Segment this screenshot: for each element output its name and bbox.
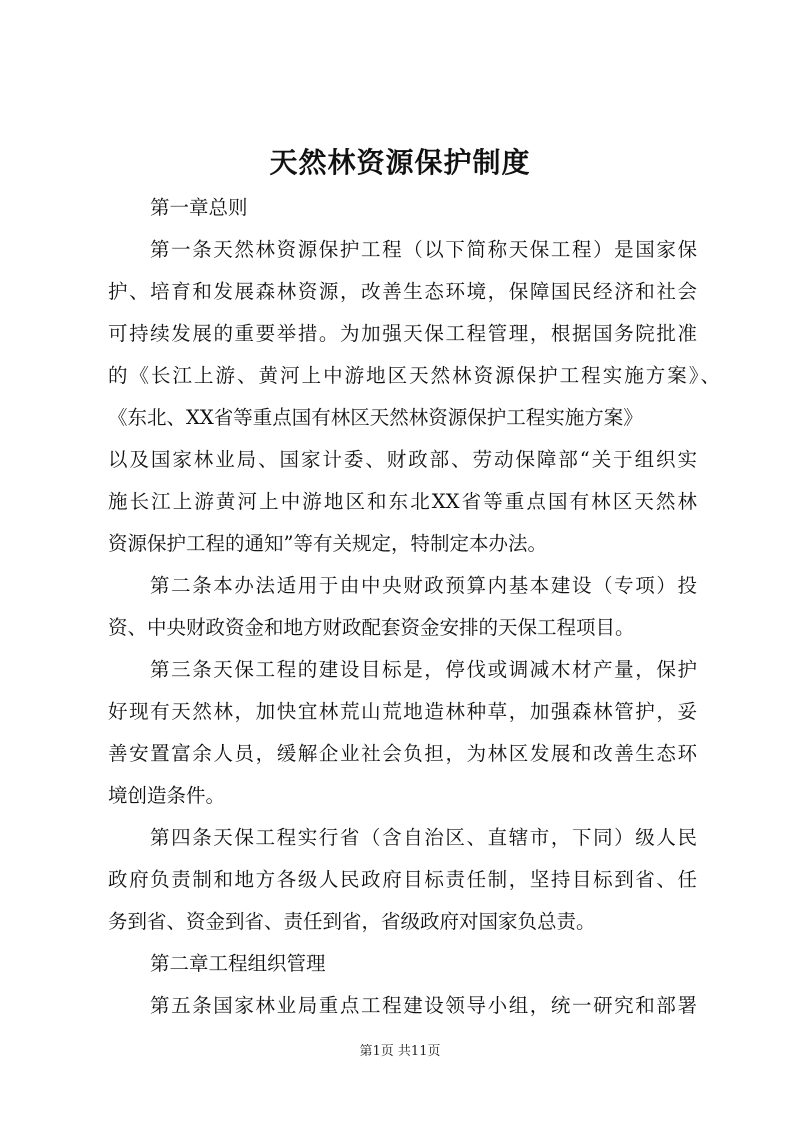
chapter-heading: 第二章工程组织管理 bbox=[150, 952, 326, 975]
paragraph-line: 好现有天然林，加快宜林荒山荒地造林种草，加强森林管护，妥 bbox=[108, 700, 697, 723]
paragraph-line: 资源保护工程的通知”等有关规定，特制定本办法。 bbox=[108, 532, 547, 555]
paragraph-line: 政府负责制和地方各级人民政府目标责任制，坚持目标到省、任 bbox=[108, 868, 697, 891]
chapter-heading: 第一章总则 bbox=[150, 196, 248, 219]
paragraph-line: 善安置富余人员，缓解企业社会负担，为林区发展和改善生态环 bbox=[108, 742, 697, 765]
paragraph-line: 第五条国家林业局重点工程建设领导小组，统一研究和部署 bbox=[150, 994, 697, 1017]
paragraph-line: 以及国家林业局、国家计委、财政部、劳动保障部“关于组织实 bbox=[108, 448, 697, 471]
paragraph-line: 《东北、XX省等重点国有林区天然林资源保护工程实施方案》 bbox=[108, 406, 643, 429]
paragraph-line: 第三条天保工程的建设目标是，停伐或调减木材产量，保护 bbox=[150, 658, 697, 681]
paragraph-line: 务到省、资金到省、责任到省，省级政府对国家负总责。 bbox=[108, 910, 596, 933]
paragraph-line: 的《长江上游、黄河上中游地区天然林资源保护工程实施方案》、 bbox=[108, 364, 720, 387]
paragraph-line: 施长江上游黄河上中游地区和东北XX省等重点国有林区天然林 bbox=[108, 490, 697, 513]
page-number-footer: 第1页 共11页 bbox=[359, 1044, 441, 1059]
paragraph-line: 护、培育和发展森林资源，改善生态环境，保障国民经济和社会 bbox=[108, 280, 697, 303]
paragraph-line: 可持续发展的重要举措。为加强天保工程管理，根据国务院批准 bbox=[108, 322, 697, 345]
paragraph-line: 第二条本办法适用于由中央财政预算内基本建设（专项）投 bbox=[150, 574, 697, 597]
paragraph-line: 资、中央财政资金和地方财政配套资金安排的天保工程项目。 bbox=[108, 616, 635, 639]
paragraph-line: 第四条天保工程实行省（含自治区、直辖市，下同）级人民 bbox=[150, 826, 697, 849]
paragraph-line: 第一条天然林资源保护工程（以下简称天保工程）是国家保 bbox=[150, 238, 697, 261]
paragraph-line: 境创造条件。 bbox=[108, 784, 226, 807]
document-title: 天然林资源保护制度 bbox=[269, 146, 531, 179]
